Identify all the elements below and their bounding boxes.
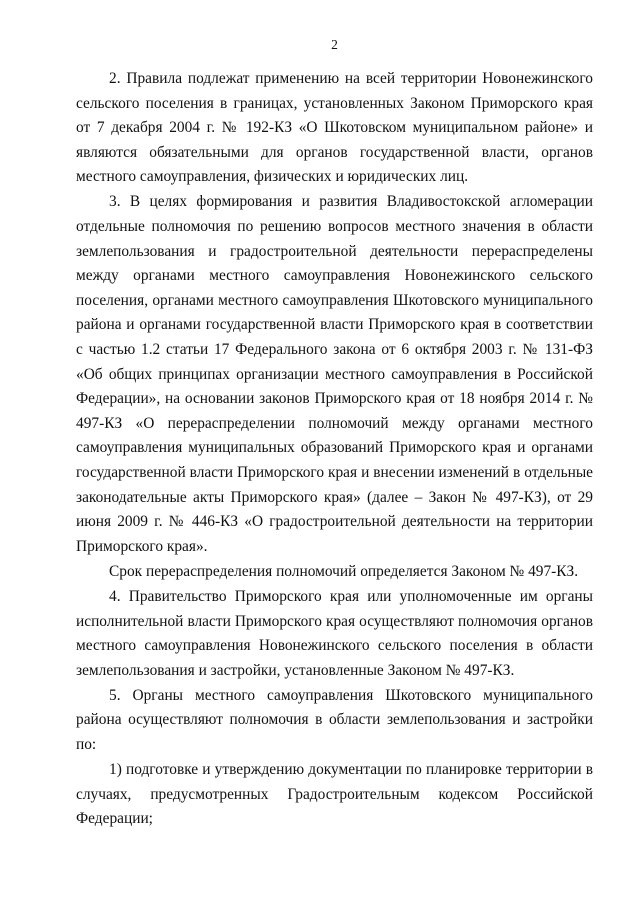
paragraph-5-item-1: 1) подготовке и утверждению документации по планировке территории в случаях, предусмотренных Градостроительным кодексом Российской Федерации;: [76, 761, 593, 828]
paragraph-2-rules-scope: 2. Правила подлежат применению на всей территории Новонежинского сельского поселения в границах, установленных Законом Приморского края от 7 декабря 2004 г. № 192-КЗ «О Шкотовском муниципальном районе» и являются обязательными для органов государственной власти, органов местного самоуправления, физических и юридических лиц.: [76, 70, 593, 186]
paragraph-redistribution-term: Срок перераспределения полномочий определяется Законом № 497-КЗ.: [109, 562, 579, 580]
paragraph-5-district-powers: 5. Органы местного самоуправления Шкотовского муниципального района осуществляют полномочия в области землепользования и застройки по:: [76, 686, 593, 754]
page-number: 2: [331, 37, 338, 52]
paragraph-4-government-powers: 4. Правительство Приморского края или уполномоченные им органы исполнительной власти Приморского края осуществляют полномочия органов местного самоуправления Новонежинского сельского поселения в области землепользования и застройки, установленные Законом № 497-КЗ.: [76, 587, 593, 679]
paragraph-3-agglomeration: 3. В целях формирования и развития Владивостокской агломерации отдельные полномочия по решению вопросов местного значения в области землепользования и градостроительной деятельности перераспределены между органами местного самоуправления Новонежинского сельского поселения, органами местного самоуправления Шкотовского муниципального района и органами государственной власти Приморского края в соответствии с частью 1.2 статьи 17 Федерального закона от 6 октября 2003 г. № 131-ФЗ «Об общих принципах организации местного самоуправления в Российской Федерации», на основании законов Приморского края от 18 ноября 2014 г. № 497-КЗ «О перераспределении полномочий между органами местного самоуправления муниципальных образований Приморского края и органами государственной власти Приморского края и внесении изменений в отдельные законодательные акты Приморского края» (далее – Закон № 497-КЗ), от 29 июня 2009 г. № 446-КЗ «О градостроительной деятельности на территории Приморского края».: [76, 193, 593, 555]
